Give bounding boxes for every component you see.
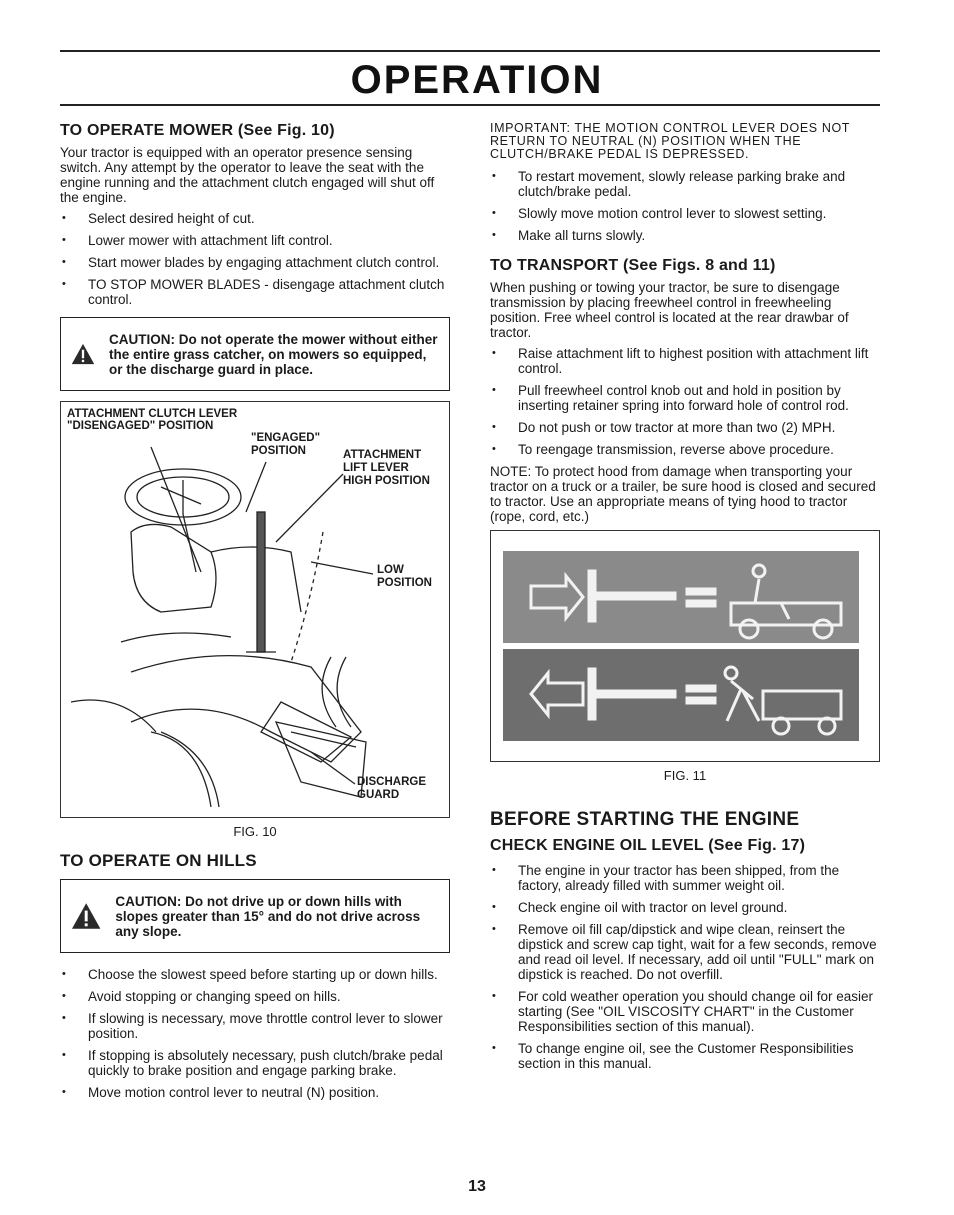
list-item: • Do not push or tow tractor at more than two (2) MPH. [490, 420, 880, 435]
transport-intro: When pushing or towing your tractor, be sure to disengage transmission by placing freewheel control in freewheeling position. Free wheel control is located at the rear drawbar of tractor. [490, 280, 849, 340]
fig10-label-engaged-2: POSITION [251, 445, 306, 457]
fig10-label-disengaged: "DISENGAGED" POSITION [67, 420, 214, 432]
mower-bullets [60, 211, 450, 307]
list-item: • Select desired height of cut. [60, 211, 450, 226]
list-item: • For cold weather operation you should change oil for easier starting (See "OIL VISCOSITY CHART" in the Customer Responsibilities section of this manual). [490, 989, 880, 1034]
list-item: • Check engine oil with tractor on level ground. [490, 900, 880, 915]
list-item: • To reengage transmission, reverse above procedure. [490, 442, 880, 457]
mower-heading: TO OPERATE MOWER (See Fig. 10) [60, 122, 335, 139]
fig11-caption: FIG. 11 [663, 768, 707, 783]
list-item: • TO STOP MOWER BLADES - disengage attachment clutch control. [60, 277, 450, 307]
hills-caution-box [60, 879, 450, 953]
hills-heading: TO OPERATE ON HILLS [60, 851, 257, 870]
list-item: • Move motion control lever to neutral (N) position. [60, 1085, 450, 1100]
figure-11 [490, 530, 880, 762]
engine-heading: BEFORE STARTING THE ENGINE [490, 809, 800, 830]
list-item: • Raise attachment lift to highest position with attachment lift control. [490, 346, 880, 376]
mower-caution-text: CAUTION: Do not operate the mower without either the entire grass catcher, on mowers so equipped, or the discharge guard in place. [109, 331, 438, 377]
mower-intro: Your tractor is equipped with an operator presence sensing switch. Any attempt by the operator to leave the seat with the engine running and the attachment clutch engaged will shut off the engine. [60, 145, 435, 205]
list-item: • Pull freewheel control knob out and hold in position by inserting retainer spring into forward hole of control rod. [490, 383, 880, 413]
fig10-label-low-1: LOW [377, 564, 404, 576]
fig10-label-engaged-1: "ENGAGED" [251, 432, 321, 444]
fig10-label-lift-2: LIFT LEVER [343, 462, 409, 474]
top-rule [60, 50, 880, 52]
freewheel-decal-illustration [491, 531, 879, 759]
page-number: 13 [468, 1178, 486, 1195]
oil-level-subheading: CHECK ENGINE OIL LEVEL (See Fig. 17) [490, 837, 806, 854]
transport-heading: TO TRANSPORT (See Figs. 8 and 11) [490, 257, 776, 274]
warning-triangle-icon [71, 888, 101, 944]
title-underline [60, 104, 880, 106]
figure-10 [60, 401, 450, 818]
transport-note: NOTE: To protect hood from damage when transporting your tractor on a truck or a trailer, be sure hood is closed and secured to tractor. Use an appropriate means of tying hood to tractor (rope, cord, etc.) [490, 464, 876, 524]
fig10-label-lift-1: ATTACHMENT [343, 449, 422, 461]
list-item: • Lower mower with attachment lift control. [60, 233, 450, 248]
hills-bullets [60, 967, 450, 1100]
list-item: • Avoid stopping or changing speed on hills. [60, 989, 450, 1004]
warning-triangle-icon [71, 326, 95, 382]
mower-caution-box [60, 317, 450, 391]
fig10-label-clutch: ATTACHMENT CLUTCH LEVER [67, 408, 238, 420]
hills-caution-text: CAUTION: Do not drive up or down hills with slopes greater than 15° and do not drive across any slope. [115, 893, 421, 939]
fig10-label-lift-3: HIGH POSITION [343, 475, 430, 487]
list-item: • If slowing is necessary, move throttle control lever to slower position. [60, 1011, 450, 1041]
important-bullets [490, 169, 880, 243]
list-item: • To change engine oil, see the Customer Responsibilities section in this manual. [490, 1041, 880, 1071]
right-column [490, 122, 880, 1078]
fig10-caption: FIG. 10 [233, 824, 277, 839]
list-item: • The engine in your tractor has been shipped, from the factory, already filled with summer weight oil. [490, 863, 880, 893]
list-item: • Start mower blades by engaging attachment clutch control. [60, 255, 450, 270]
list-item: • If stopping is absolutely necessary, push clutch/brake pedal quickly to brake position and engage parking brake. [60, 1048, 450, 1078]
page-title: OPERATION [350, 58, 604, 102]
engine-bullets [490, 863, 880, 1071]
fig10-label-discharge-1: DISCHARGE [357, 776, 427, 788]
important-notice: IMPORTANT: THE MOTION CONTROL LEVER DOES NOT RETURN TO NEUTRAL (N) POSITION WHEN THE CLUTCH/BRAKE PEDAL IS DEPRESSED. [490, 121, 850, 161]
list-item: • Slowly move motion control lever to slowest setting. [490, 206, 880, 221]
list-item: • Make all turns slowly. [490, 228, 880, 243]
list-item: • To restart movement, slowly release parking brake and clutch/brake pedal. [490, 169, 880, 199]
fig10-label-low-2: POSITION [377, 577, 432, 589]
list-item: • Remove oil fill cap/dipstick and wipe clean, reinsert the dipstick and screw cap tight, wait for a few seconds, remove and read oil level. If necessary, add oil until "FULL" mark on dipstick is reached. Do not overfill. [490, 922, 880, 982]
list-item: • Choose the slowest speed before starting up or down hills. [60, 967, 450, 982]
left-column [60, 122, 450, 1107]
transport-bullets [490, 346, 880, 457]
fig10-label-discharge-2: GUARD [357, 789, 400, 801]
